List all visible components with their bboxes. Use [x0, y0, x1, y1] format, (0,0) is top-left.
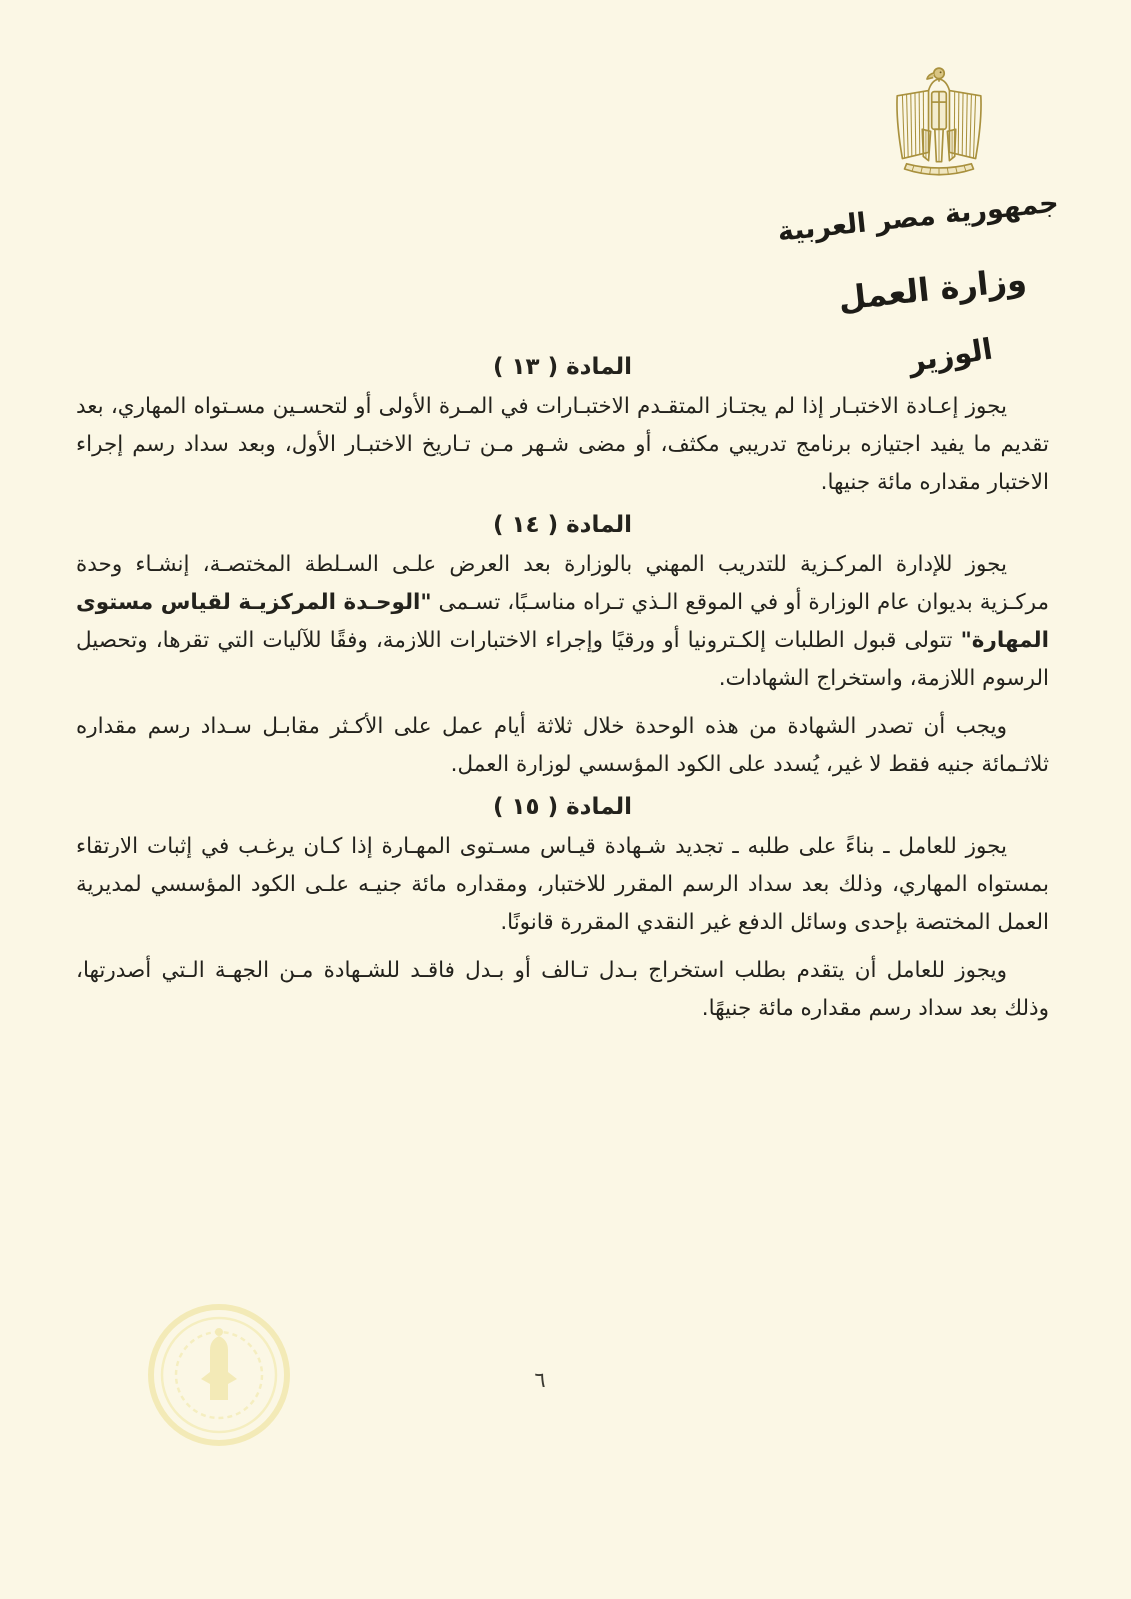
article-15-title: المادة ( ١٥ ): [492, 794, 633, 820]
text-segment: ويجوز للعامل أن يتقدم بطلب استخراج بـدل تـالف أو بـدل فاقـد للشـهادة مـن الجهـة الـتي أصدرتها، وذلك بعد سداد رسم مقداره مائة جنيهًا.: [76, 958, 1049, 1021]
letterhead-country: جمهورية مصر العربية: [775, 187, 1060, 248]
letterhead-office: الوزير: [906, 331, 996, 379]
article-13-title: المادة ( ١٣ ): [492, 354, 633, 380]
ministry-seal-watermark-icon: [146, 1302, 292, 1448]
article-14-title: المادة ( ١٤ ): [492, 512, 633, 538]
article-13-paragraph-1: [76, 388, 1049, 502]
text-segment: يجوز للعامل ـ بناءً على طلبه ـ تجديد شـهادة قيـاس مسـتوى المهـارة إذا كـان يرغـب في إثبات الارتقاء بمستواه المهاري، وذلك بعد سداد الرسم المقرر للاختبار، ومقداره مائة جنيـه علـى الكود المؤسسي لمديرية العمل المختصة بإحدى وسائل الدفع غير النقدي المقررة قانونًا.: [76, 834, 1049, 935]
egypt-eagle-emblem-icon: [893, 64, 985, 182]
article-14-paragraph-2: [76, 708, 1049, 784]
text-segment: يجوز للإدارة المركـزية للتدريب المهني بالوزارة بعد العرض علـى السـلطة المختصـة، إنشـاء وحدة مركـزية بديوان عام الوزارة أو في الموقع الـذي تـراه مناسـبًا، تسـمى: [76, 552, 1049, 615]
text-segment: يجوز إعـادة الاختبـار إذا لم يجتـاز المتقـدم الاختبـارات في المـرة الأولى أو لتحسـين مسـتواه المهاري، بعد تقديم ما يفيد اجتيازه برنامج تدريبي مكثف، أو مضى شـهر مـن تـاريخ الاختبـار الأول، وبعد سداد رسم إجراء الاختبار مقداره مائة جنيها.: [76, 394, 1049, 495]
article-14-paragraph-1: [76, 546, 1049, 698]
text-segment: تتولى قبول الطلبات إلكـترونيا أو ورقيًا وإجراء الاختبارات اللازمة، وفقًا للآليات التي تقرها، وتحصيل الرسوم اللازمة، واستخراج الشهادات.: [76, 628, 1049, 691]
document-body: [76, 354, 1049, 1038]
text-segment: ويجب أن تصدر الشهادة من هذه الوحدة خلال ثلاثة أيام عمل على الأكـثر مقابـل سـداد رسم مقداره ثلاثـمائة جنيه فقط لا غير، يُسدد على الكود المؤسسي لوزارة العمل.: [76, 714, 1049, 777]
article-15-paragraph-1: [76, 828, 1049, 942]
text-segment-bold: "الوحـدة المركزيـة لقياس مستوى المهارة": [76, 590, 1049, 653]
letterhead-ministry: وزارة العمل: [836, 260, 1029, 318]
page-number: ٦: [534, 1368, 546, 1392]
article-15-paragraph-2: [76, 952, 1049, 1028]
